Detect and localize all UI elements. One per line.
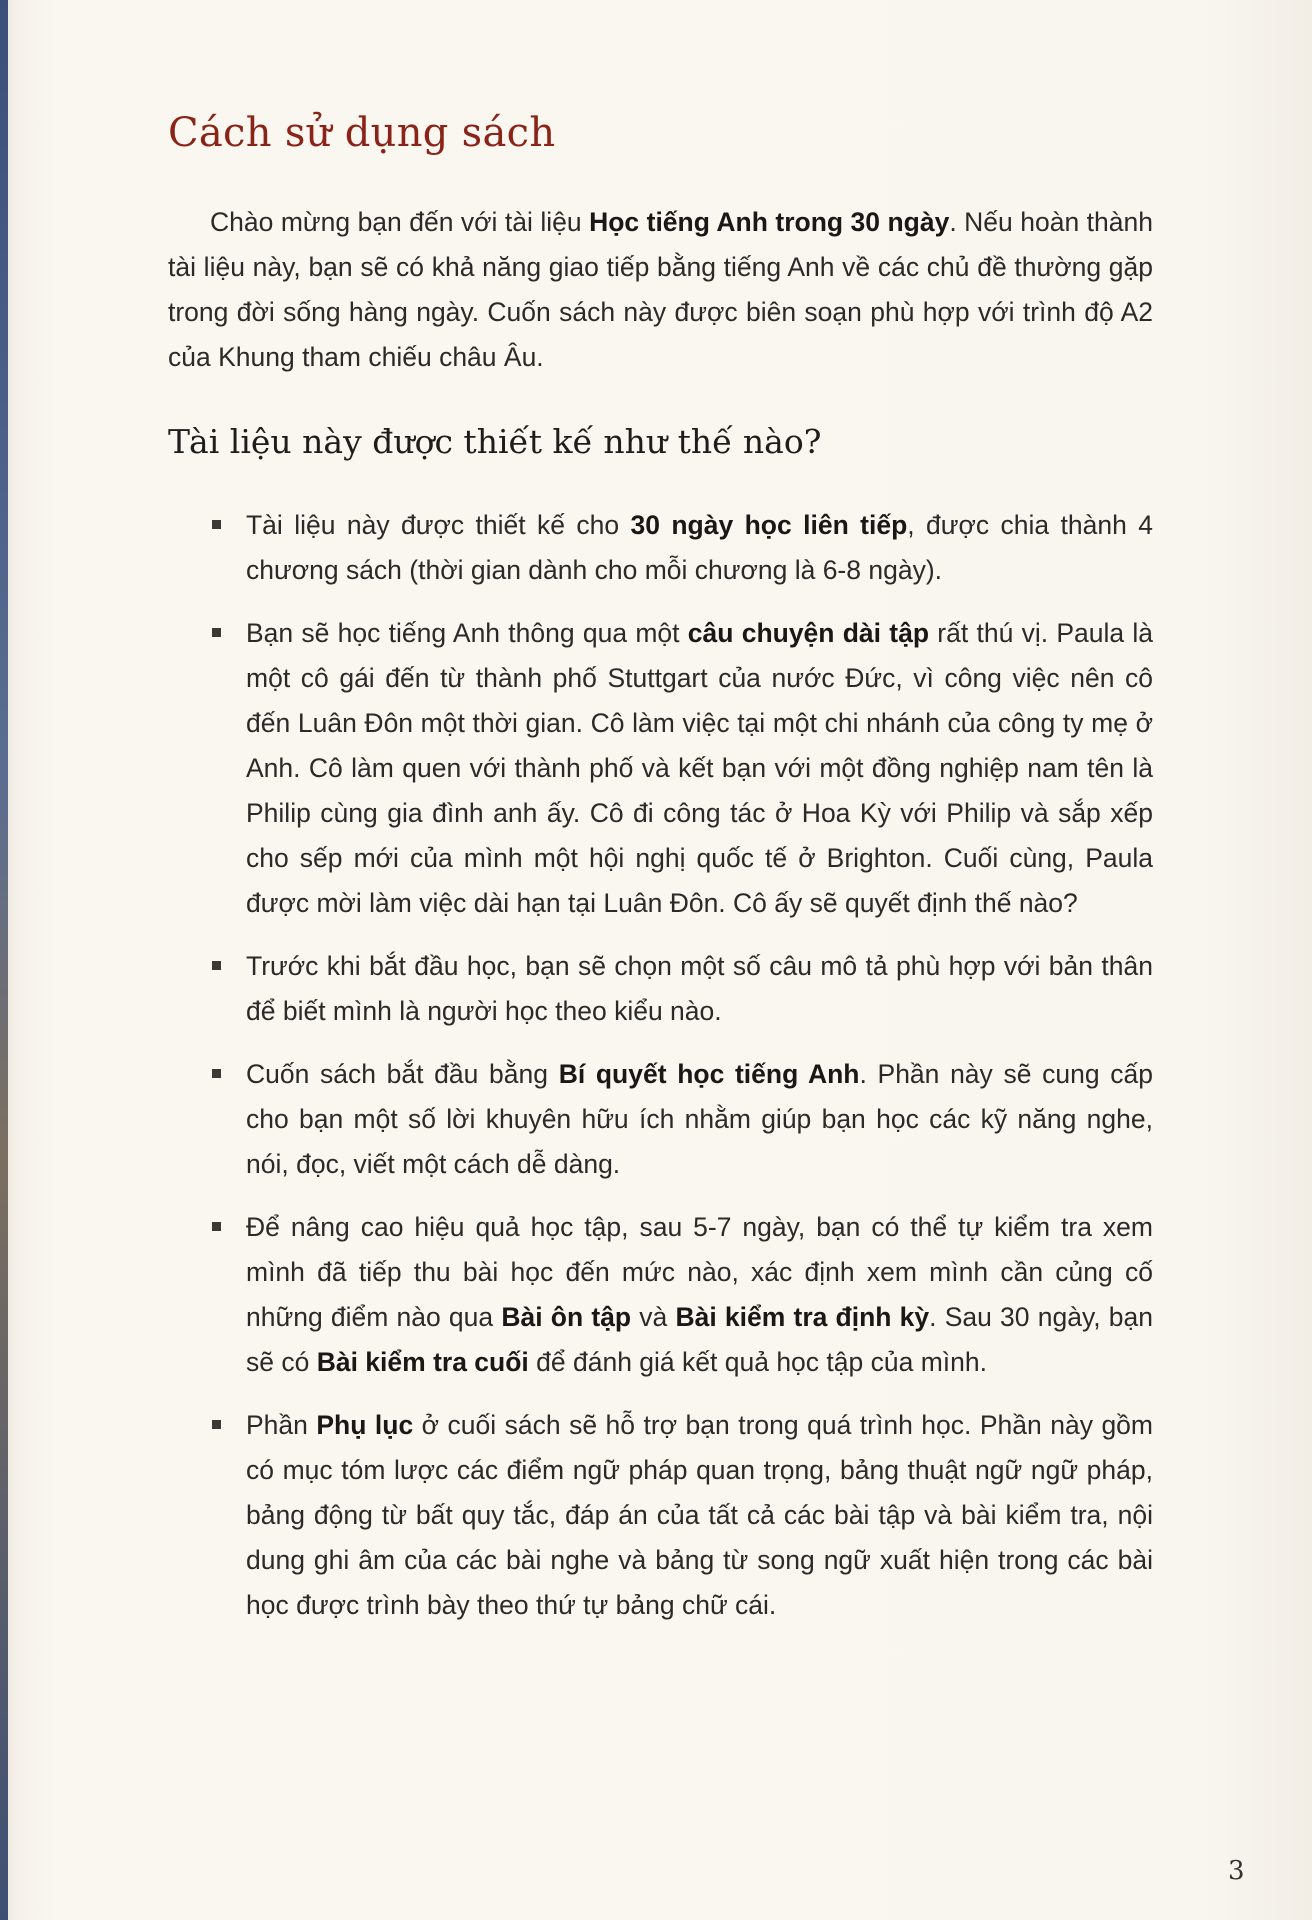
list-item-text: Bạn sẽ học tiếng Anh thông qua một — [246, 618, 688, 648]
square-bullet-icon — [212, 1222, 221, 1231]
square-bullet-icon — [212, 1069, 221, 1078]
list-item — [168, 503, 1153, 593]
intro-text-2: . Nếu hoàn thành tài liệu này, bạn sẽ có khả năng giao tiếp bằng tiếng Anh về các chủ đề thường gặp trong đời sống hàng ngày. Cuốn sách này được biên soạn phù hợp với trình độ A2 của Khung tham chiếu châu Âu. — [168, 207, 1153, 372]
list-item-text: . Phần này sẽ cung cấp cho bạn một số lời khuyên hữu ích nhằm giúp bạn học các kỹ năng nghe, nói, đọc, viết một cách dễ dàng. — [246, 1059, 1153, 1179]
feature-list — [168, 503, 1153, 1628]
list-item-bold: Bài kiểm tra cuối — [316, 1347, 529, 1377]
intro-book-title: Học tiếng Anh trong 30 ngày — [589, 207, 950, 237]
book-spine-edge — [0, 0, 8, 1920]
list-item-bold: câu chuyện dài tập — [687, 618, 930, 648]
square-bullet-icon — [212, 961, 221, 970]
page-number: 3 — [1228, 1856, 1245, 1886]
section-heading: Tài liệu này được thiết kế như thế nào? — [168, 422, 822, 461]
list-item-text: Để nâng cao hiệu quả học tập, sau 5-7 ngày, bạn có thể tự kiểm tra xem mình đã tiếp thu bài học đến mức nào, xác định xem mình cần củng cố những điểm nào qua — [246, 1212, 1153, 1332]
list-item-text: Tài liệu này được thiết kế cho — [246, 510, 631, 540]
square-bullet-icon — [212, 1420, 221, 1429]
list-item-text: Cuốn sách bắt đầu bằng — [246, 1059, 559, 1089]
list-item-text: Phần — [246, 1410, 317, 1440]
list-item — [168, 944, 1153, 1034]
list-item — [168, 611, 1153, 926]
list-item-text: để đánh giá kết quả học tập của mình. — [528, 1347, 987, 1377]
list-item-text: ở cuối sách sẽ hỗ trợ bạn trong quá trình học. Phần này gồm có mục tóm lược các điểm ngữ pháp quan trọng, bảng thuật ngữ ngữ pháp, bảng động từ bất quy tắc, đáp án của tất cả các bài tập và bài kiểm tra, nội dung ghi âm của các bài nghe và bảng từ song ngữ xuất hiện trong các bài học được trình bày theo thứ tự bảng chữ cái. — [246, 1410, 1153, 1620]
intro-text-1: Chào mừng bạn đến với tài liệu — [210, 207, 590, 237]
page-title: Cách sử dụng sách — [168, 110, 556, 156]
list-item-bold: Bí quyết học tiếng Anh — [558, 1059, 860, 1089]
list-item-bold: Bài ôn tập — [501, 1302, 632, 1332]
list-item — [168, 1403, 1153, 1628]
list-item — [168, 1052, 1153, 1187]
list-item-text: rất thú vị. Paula là một cô gái đến từ thành phố Stuttgart của nước Đức, vì công việc nên cô đến Luân Đôn một thời gian. Cô làm việc tại một chi nhánh của công ty mẹ ở Anh. Cô làm quen với thành phố và kết bạn với một đồng nghiệp nam tên là Philip cùng gia đình anh ấy. Cô đi công tác ở Hoa Kỳ với Philip và sắp xếp cho sếp mới của mình một hội nghị quốc tế ở Brighton. Cuối cùng, Paula được mời làm việc dài hạn tại Luân Đôn. Cô ấy sẽ quyết định thế nào? — [246, 618, 1153, 918]
list-item-text: . Sau 30 ngày, bạn sẽ có — [246, 1302, 1153, 1377]
intro-paragraph — [168, 200, 1153, 380]
list-item-bold: Phụ lục — [316, 1410, 414, 1440]
list-item-text: , được chia thành 4 chương sách (thời gian dành cho mỗi chương là 6-8 ngày). — [246, 510, 1153, 585]
list-item-bold: Bài kiểm tra định kỳ — [675, 1302, 930, 1332]
square-bullet-icon — [212, 628, 221, 637]
page-content — [168, 110, 1153, 1646]
list-item-bold: 30 ngày học liên tiếp — [630, 510, 908, 540]
list-item-text: và — [631, 1302, 676, 1332]
list-item-text: Trước khi bắt đầu học, bạn sẽ chọn một số câu mô tả phù hợp với bản thân để biết mình là người học theo kiểu nào. — [246, 951, 1153, 1026]
list-item — [168, 1205, 1153, 1385]
square-bullet-icon — [212, 520, 221, 529]
